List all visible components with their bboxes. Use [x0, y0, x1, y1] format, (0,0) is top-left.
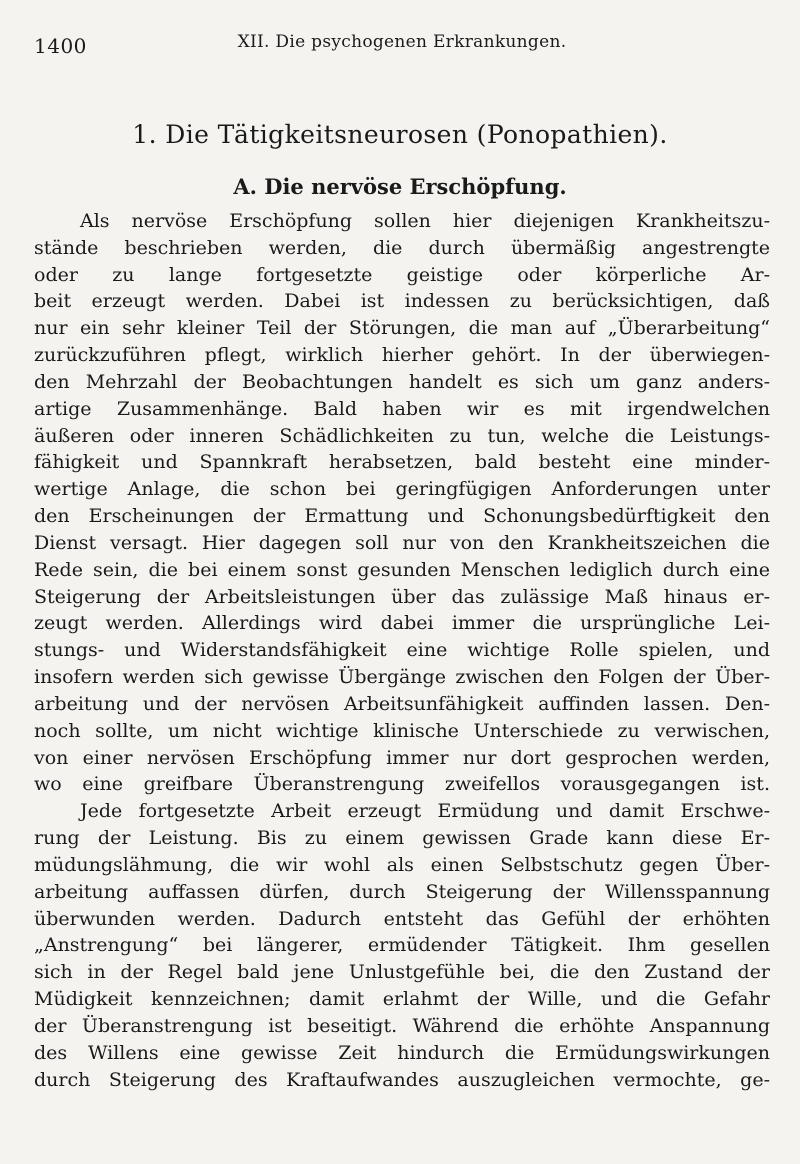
- text-line: artige Zusammenhänge. Bald haben wir es mit irgendwelchen: [34, 397, 770, 420]
- text-line: fähigkeit und Spannkraft herabsetzen, bald besteht eine minder-: [34, 451, 770, 474]
- chapter-title: 1. Die Tätigkeitsneurosen (Ponopathien).: [132, 120, 668, 149]
- text-line: der Überanstrengung ist beseitigt. Während die erhöhte Anspannung: [34, 1014, 770, 1037]
- text-line: oder zu lange fortgesetzte geistige oder körperliche Ar-: [34, 263, 770, 286]
- text-line: sich in der Regel bald jene Unlustgefühle bei, die den Zustand der: [34, 961, 770, 984]
- text-line: durch Steigerung des Kraftaufwandes auszugleichen vermochte, ge-: [34, 1068, 770, 1091]
- text-line: Müdigkeit kennzeichnen; damit erlahmt der Wille, und die Gefahr: [34, 988, 770, 1011]
- text-line: arbeitung und der nervösen Arbeitsunfähigkeit auffinden lassen. Den-: [34, 692, 770, 715]
- text-line: wertige Anlage, die schon bei geringfügigen Anforderungen unter: [34, 478, 770, 501]
- text-line: wo eine greifbare Überanstrengung zweifellos vorausgegangen ist.: [34, 773, 770, 796]
- body-text: [34, 208, 770, 1093]
- text-line: zeugt werden. Allerdings wird dabei immer die ursprüngliche Lei-: [34, 612, 770, 635]
- page-number: 1400: [34, 34, 87, 58]
- text-line: stände beschrieben werden, die durch übermäßig angestrengte: [34, 236, 770, 259]
- text-line: müdungslähmung, die wir wohl als einen Selbstschutz gegen Über-: [34, 853, 770, 876]
- text-line: Rede sein, die bei einem sonst gesunden Menschen lediglich durch eine: [34, 558, 770, 581]
- text-line: zurückzuführen pflegt, wirklich hierher gehört. In der überwiegen-: [34, 344, 770, 367]
- text-line: den Erscheinungen der Ermattung und Schonungsbedürftigkeit den: [34, 505, 770, 528]
- text-line: insofern werden sich gewisse Übergänge zwischen den Folgen der Über-: [34, 666, 770, 689]
- text-line: Steigerung der Arbeitsleistungen über das zulässige Maß hinaus er-: [34, 585, 770, 608]
- text-line: des Willens eine gewisse Zeit hindurch die Ermüdungswirkungen: [34, 1041, 770, 1064]
- text-line: den Mehrzahl der Beobachtungen handelt es sich um ganz anders-: [34, 370, 770, 393]
- text-line: Dienst versagt. Hier dagegen soll nur von den Krankheitszeichen die: [34, 531, 770, 554]
- text-line: Jede fortgesetzte Arbeit erzeugt Ermüdung und damit Erschwe-: [80, 800, 770, 823]
- text-line: überwunden werden. Dadurch entsteht das Gefühl der erhöhten: [34, 907, 770, 930]
- text-line: arbeitung auffassen dürfen, durch Steigerung der Willensspannung: [34, 880, 770, 903]
- text-line: äußeren oder inneren Schädlichkeiten zu tun, welche die Leistungs-: [34, 424, 770, 447]
- running-head: [34, 28, 770, 58]
- running-title: XII. Die psychogenen Erkrankungen.: [237, 32, 567, 52]
- text-line: nur ein sehr kleiner Teil der Störungen, die man auf „Überarbeitung“: [34, 317, 770, 340]
- text-line: Als nervöse Erschöpfung sollen hier diejenigen Krankheitszu-: [80, 210, 770, 232]
- text-line: noch sollte, um nicht wichtige klinische Unterschiede zu verwischen,: [34, 719, 770, 742]
- text-line: „Anstrengung“ bei längerer, ermüdender Tätigkeit. Ihm gesellen: [34, 934, 770, 957]
- text-line: beit erzeugt werden. Dabei ist indessen zu berücksichtigen, daß: [34, 290, 770, 313]
- text-line: stungs- und Widerstandsfähigkeit eine wichtige Rolle spielen, und: [34, 639, 770, 662]
- text-line: rung der Leistung. Bis zu einem gewissen Grade kann diese Er-: [34, 827, 770, 850]
- section-title: A. Die nervöse Erschöpfung.: [233, 174, 567, 199]
- text-line: von einer nervösen Erschöpfung immer nur dort gesprochen werden,: [34, 746, 770, 769]
